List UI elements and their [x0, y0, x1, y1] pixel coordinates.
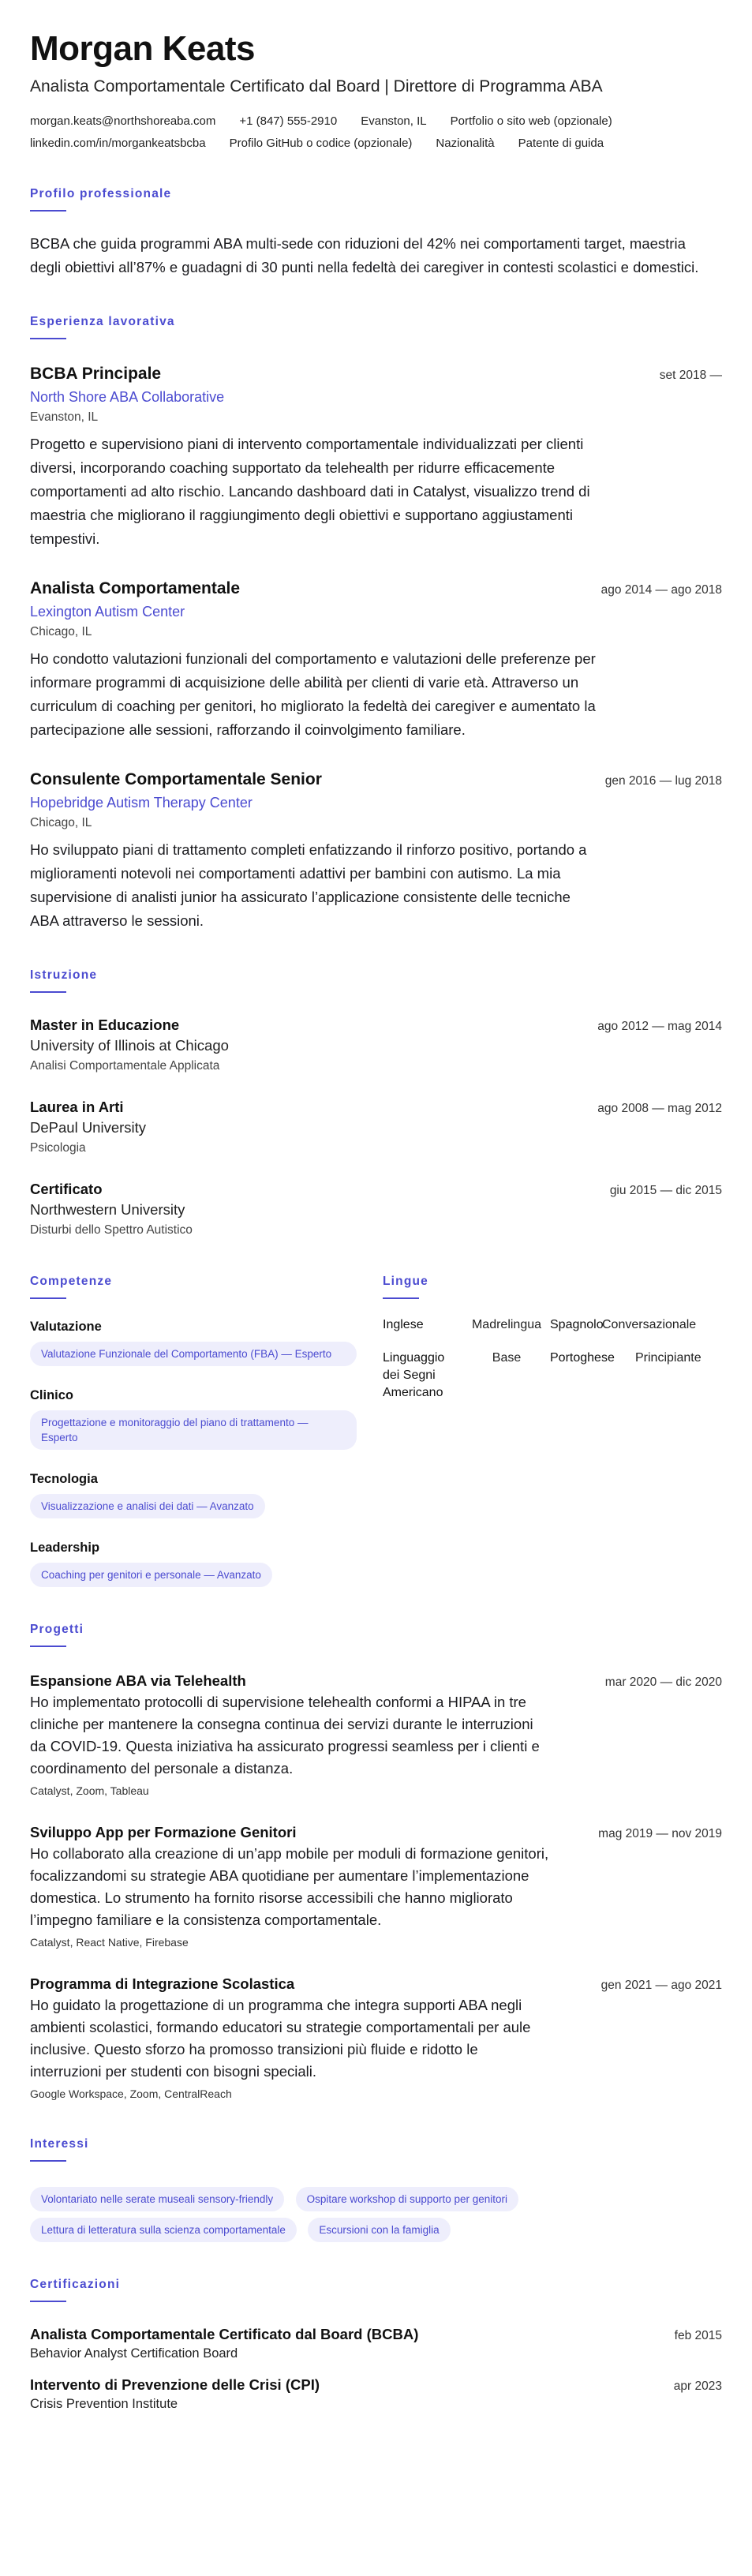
certification-date: apr 2023 [673, 2379, 722, 2393]
section-title: Profilo professionale [30, 187, 172, 200]
project-description: Ho implementato protocolli di supervisione telehealth conformi a HIPAA in tre cliniche per mantenere la consegna continua dei servizi durante le interruzioni da COVID-19. Questa iniziativa ha assicurato progressi seamless per i clienti e coordinamento del personale a distanza. [30, 1694, 540, 1777]
job-entry [30, 769, 722, 933]
language-row [383, 1350, 722, 1402]
skill-chip: Coaching per genitori e personale — Avanzato [30, 1563, 272, 1587]
education-school: DePaul University [30, 1119, 147, 1136]
education-school: University of Illinois at Chicago [30, 1037, 229, 1054]
section-divider [30, 1646, 66, 1647]
resume-header [30, 28, 722, 152]
education-section [30, 968, 722, 1239]
education-entry [30, 1015, 722, 1075]
education-school: Northwestern University [30, 1201, 185, 1218]
section-divider [30, 338, 66, 339]
certification-issuer: Crisis Prevention Institute [30, 2397, 178, 2411]
skill-category: Valutazione [30, 1320, 102, 1334]
interest-chip: Ospitare workshop di supporto per genitori [296, 2187, 518, 2211]
contact-location: Evanston, IL [361, 114, 427, 128]
job-date: set 2018 — [659, 369, 722, 382]
project-entry [30, 1974, 722, 2102]
project-description: Ho collaborato alla creazione di un’app mobile per moduli di formazione genitori, focalizzandomi su strategie ABA quotidiane per aumentare l’implementazione domestica. Lo strumento ha fornito risorse accessibili che hanno migliorato l’impegno familiare e la consistenza comportamentale. [30, 1845, 549, 1928]
interest-chip: Volontariato nelle serate museali sensory-friendly [30, 2187, 284, 2211]
interest-chip-list [30, 2181, 724, 2242]
language-level: Base [492, 1351, 522, 1365]
project-tech: Google Workspace, Zoom, CentralReach [30, 2087, 232, 2100]
job-title: BCBA Principale [30, 365, 162, 383]
certifications-section [30, 2277, 722, 2413]
interest-chip: Lettura di letteratura sulla scienza comportamentale [30, 2218, 297, 2242]
section-title: Certificazioni [30, 2278, 121, 2291]
section-divider [30, 991, 66, 993]
contact-phone[interactable]: +1 (847) 555-2910 [239, 114, 338, 128]
projects-section [30, 1622, 722, 2102]
language-level: Principiante [635, 1351, 701, 1365]
job-description: Ho sviluppato piani di trattamento completi enfatizzando il rinforzo positivo, portando a miglioramenti notevoli nei comportamenti adattivi per bambini con autismo. La mia supervisione di analisti junior ha assicurato l’applicazione consistente delle tecniche ABA attraverso le sessioni. [30, 841, 587, 929]
certification-name: Intervento di Prevenzione delle Crisi (CPI) [30, 2376, 320, 2393]
candidate-headline: Analista Comportamentale Certificato dal Board | Direttore di Programma ABA [30, 77, 603, 95]
section-title: Istruzione [30, 968, 98, 982]
language-name: Spagnolo [550, 1318, 604, 1331]
contact-email[interactable]: morgan.keats@northshoreaba.com [30, 114, 216, 128]
job-location: Chicago, IL [30, 816, 92, 829]
project-date: mag 2019 — nov 2019 [598, 1827, 722, 1840]
skill-category: Tecnologia [30, 1472, 98, 1486]
section-title: Esperienza lavorativa [30, 315, 175, 328]
job-date: ago 2014 — ago 2018 [600, 583, 722, 597]
section-title: Progetti [30, 1623, 84, 1636]
job-company: Lexington Autism Center [30, 604, 185, 620]
certification-entry [30, 2324, 722, 2362]
job-date: gen 2016 — lug 2018 [604, 774, 722, 788]
job-title: Analista Comportamentale [30, 579, 241, 597]
education-date: giu 2015 — dic 2015 [609, 1184, 722, 1197]
summary-section [30, 186, 722, 279]
education-entry [30, 1097, 722, 1157]
languages-section [383, 1274, 722, 1587]
language-name: Linguaggio dei Segni Americano [383, 1351, 445, 1399]
skills-section [30, 1274, 383, 1587]
job-title: Consulente Comportamentale Senior [30, 770, 322, 788]
certification-name: Analista Comportamentale Certificato dal Board (BCBA) [30, 2326, 419, 2342]
language-name: Inglese [383, 1318, 424, 1331]
contact-nationality: Nazionalità [436, 137, 495, 150]
contact-portfolio[interactable]: Portfolio o sito web (opzionale) [450, 114, 612, 128]
section-title: Lingue [383, 1275, 428, 1288]
education-field: Psicologia [30, 1141, 86, 1155]
education-field: Disturbi dello Spettro Autistico [30, 1223, 193, 1237]
skills-languages-row [30, 1274, 722, 1587]
section-divider [30, 210, 66, 212]
project-description: Ho guidato la progettazione di un programma che integra supporti ABA negli ambienti scolastici, formando educatori su strategie comportamentali per aule inclusive. Questo sforzo ha promosso transizioni più fluide e ridotto le interruzioni per studenti con bisogni speciali. [30, 1997, 531, 2080]
job-description: Progetto e supervisiono piani di intervento comportamentale individualizzati per clienti diversi, incorporando coaching supportato da telehealth per ridurre efficacemente comportamenti ad alto rischio. Lancando dashboard dati in Catalyst, visualizzo trend di maestria che migliorano il raggiungimento degli obiettivi e supportano aggiustamenti tempestivi. [30, 436, 590, 547]
job-company: Hopebridge Autism Therapy Center [30, 795, 253, 811]
section-title: Competenze [30, 1275, 113, 1288]
education-field: Analisi Comportamentale Applicata [30, 1059, 220, 1073]
job-description: Ho condotto valutazioni funzionali del comportamento e valutazioni delle preferenze per informare programmi di acquisizione delle abilità per clienti di varie età. Attraverso un curriculum di coaching per genitori, ho migliorato la fedeltà dei caregiver e aumentato la partecipazione alle sessioni, rafforzando il coinvolgimento familiare. [30, 650, 596, 738]
section-divider [383, 1297, 419, 1299]
section-divider [30, 2160, 66, 2162]
education-degree: Certificato [30, 1181, 103, 1197]
project-tech: Catalyst, Zoom, Tableau [30, 1784, 149, 1797]
education-degree: Master in Educazione [30, 1017, 180, 1033]
section-title: Interessi [30, 2137, 89, 2151]
candidate-name: Morgan Keats [30, 29, 255, 68]
skill-chip: Progettazione e monitoraggio del piano di trattamento — Esperto [30, 1410, 357, 1450]
skill-chip: Visualizzazione e analisi dei dati — Avanzato [30, 1494, 265, 1518]
contact-github[interactable]: Profilo GitHub o codice (opzionale) [229, 137, 413, 150]
project-date: mar 2020 — dic 2020 [604, 1676, 722, 1689]
job-entry [30, 363, 722, 551]
certification-issuer: Behavior Analyst Certification Board [30, 2346, 238, 2361]
experience-section [30, 314, 722, 933]
project-tech: Catalyst, React Native, Firebase [30, 1936, 189, 1949]
education-entry [30, 1179, 722, 1239]
project-title: Sviluppo App per Formazione Genitori [30, 1824, 297, 1840]
certification-date: feb 2015 [674, 2329, 722, 2342]
language-level: Madrelingua [471, 1318, 542, 1331]
language-name: Portoghese [550, 1351, 615, 1365]
project-entry [30, 1822, 722, 1950]
certification-entry [30, 2375, 722, 2413]
language-row [383, 1316, 722, 1334]
language-level: Conversazionale [602, 1318, 697, 1331]
education-degree: Laurea in Arti [30, 1099, 124, 1115]
section-divider [30, 1297, 66, 1299]
contact-license: Patente di guida [518, 137, 604, 150]
interests-section [30, 2136, 722, 2242]
contact-list [30, 114, 724, 152]
skill-chip: Valutazione Funzionale del Comportamento (FBA) — Esperto [30, 1342, 357, 1366]
job-location: Evanston, IL [30, 410, 99, 424]
education-date: ago 2012 — mag 2014 [597, 1020, 722, 1033]
section-divider [30, 2301, 66, 2302]
skill-category: Clinico [30, 1388, 74, 1402]
contact-linkedin[interactable]: linkedin.com/in/morgankeatsbcba [30, 137, 206, 150]
project-date: gen 2021 — ago 2021 [600, 1979, 722, 1992]
project-title: Programma di Integrazione Scolastica [30, 1975, 295, 1992]
project-title: Espansione ABA via Telehealth [30, 1672, 246, 1689]
job-entry [30, 578, 722, 742]
project-entry [30, 1671, 722, 1799]
education-date: ago 2008 — mag 2012 [597, 1102, 722, 1115]
job-location: Chicago, IL [30, 625, 92, 638]
summary-text: BCBA che guida programmi ABA multi-sede con riduzioni del 42% nei comportamenti target, maestria degli obiettivi all’87% e guadagni di 30 punti nella fedeltà dei caregiver in contesti scolastici e domestici. [30, 235, 699, 275]
skill-category: Leadership [30, 1541, 100, 1555]
job-company: North Shore ABA Collaborative [30, 389, 225, 405]
interest-chip: Escursioni con la famiglia [308, 2218, 450, 2242]
